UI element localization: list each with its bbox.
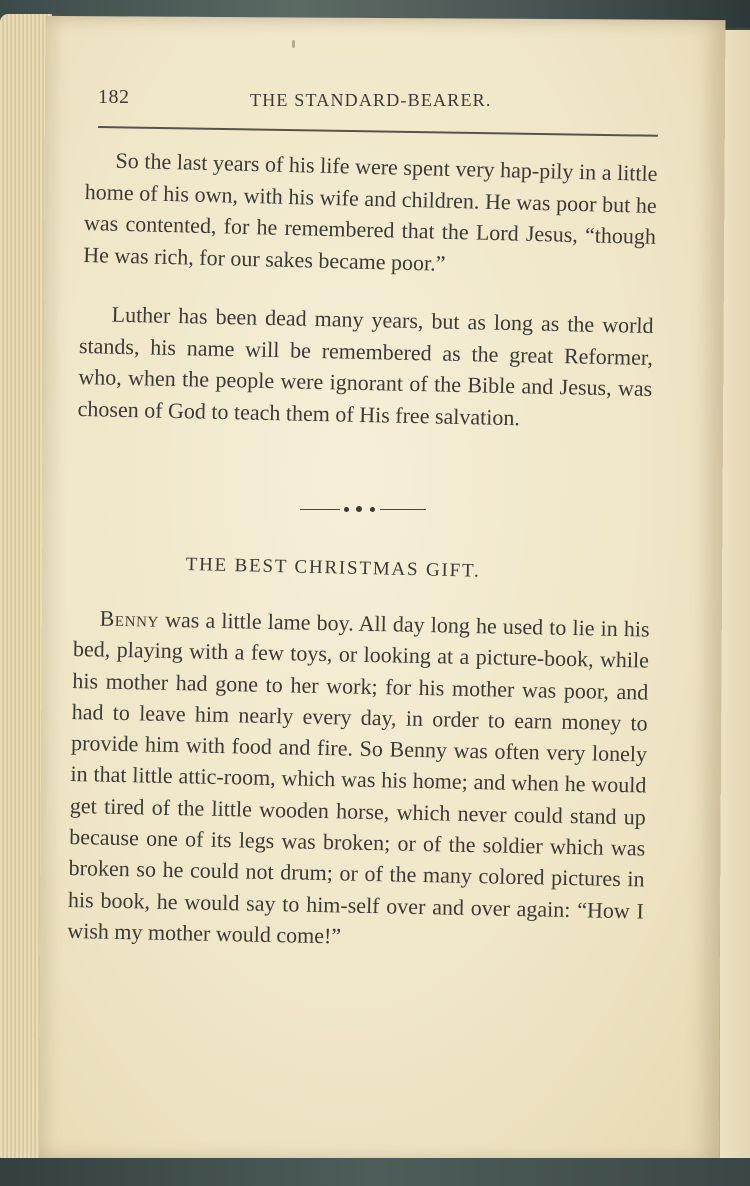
paper-blemish [292,40,295,48]
section-divider-ornament [300,506,426,514]
paragraph-1: So the last years of his life were spent very hap-pily in a little home of his own, with his wife and children. He was poor but he was contented, for he remembered that the Lord Jesus, “though He was rich, for our sakes became poor.” [83,147,658,276]
opening-word: Benny [99,605,160,632]
book-cover-bottom [0,1158,750,1186]
paragraph-2: Luther has been dead many years, but as long as the world stands, his name will be remembered as the great Reformer, who, when the people were ignorant of the Bible and Jesus, was chosen of God to teach them of His free salvation. [77,301,654,430]
ornament-dot [344,507,349,512]
page-header [98,86,668,116]
ornament-dot [356,506,362,512]
ornament-line-right [380,509,426,510]
running-head: THE STANDARD-BEARER. [250,90,492,110]
section-title: THE BEST CHRISTMAS GIFT. [185,554,481,582]
paragraph-3 [67,602,650,958]
paragraph-3-body: was a little lame boy. All day long he used to lie in his bed, playing with a few toys, or looking at a picture-book, while his mother had gone to her work; for his mother was poor, and had to leave him nearly every day, in order to earn money to provide him with food and fire. So Benny was often very lonely in that little attic-room, which was his home; and when he would get tired of the little wooden horse, which never could stand up because one of its legs was broken; or of the soldier which was broken so he could not drum; or of the many colored pictures in his book, he would say to him-self over and over again: “How I wish my mother would come!” [67,606,650,949]
ornament-dot [370,507,375,512]
ornament-line-left [300,509,340,510]
page-number: 182 [98,86,130,108]
